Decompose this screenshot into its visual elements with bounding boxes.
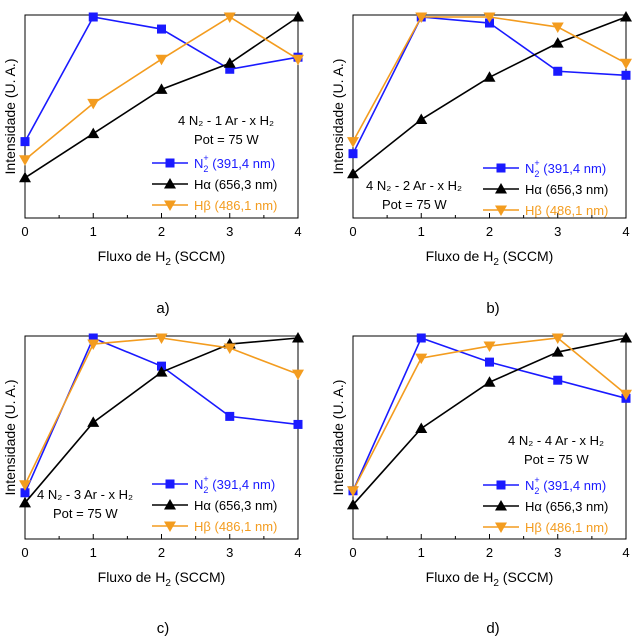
data-point — [620, 11, 632, 22]
power-label: Pot = 75 W — [53, 506, 118, 521]
legend-marker — [166, 159, 175, 168]
data-point — [485, 358, 494, 367]
legend-entry: Hα (656,3 nm) — [194, 498, 278, 513]
condition-label: 4 N₂ - 4 Ar - x H₂ — [508, 433, 605, 448]
legend-entry: $N_2+ (391,4$ nm) — [525, 475, 607, 496]
data-point — [292, 332, 304, 343]
series-h-alpha — [347, 11, 632, 178]
x-axis-label: Fluxo de $H_2$ (SCCM) — [425, 248, 554, 268]
legend — [152, 153, 277, 213]
data-point — [553, 67, 562, 76]
series-line — [25, 338, 298, 485]
x-tick-label: 1 — [417, 545, 425, 560]
y-axis-label: Intensidade (U. A.) — [330, 58, 346, 175]
data-point — [294, 420, 303, 429]
x-tick-label: 1 — [89, 545, 97, 560]
data-point — [347, 168, 359, 179]
x-tick-label: 4 — [294, 224, 302, 239]
y-axis-label: Intensidade (U. A.) — [330, 379, 346, 496]
series-n2-plus — [21, 334, 303, 498]
legend-entry: Hα (656,3 nm) — [194, 177, 278, 192]
x-tick-label: 2 — [485, 224, 494, 239]
series-n2-plus — [349, 13, 631, 159]
chart-panel-c — [2, 332, 304, 637]
data-point — [21, 137, 30, 146]
x-axis-label: Fluxo de $H_2$ (SCCM) — [425, 569, 554, 589]
x-tick-label: 0 — [21, 224, 29, 239]
x-tick-label: 1 — [89, 224, 97, 239]
x-tick-label: 0 — [21, 545, 29, 560]
x-tick-label: 0 — [349, 224, 357, 239]
data-point — [484, 376, 496, 387]
data-point — [349, 149, 358, 158]
x-tick-label: 3 — [554, 545, 562, 560]
data-point — [484, 71, 496, 82]
series-n2-plus — [349, 334, 631, 496]
chart-panel-d — [330, 332, 632, 637]
power-label: Pot = 75 W — [194, 132, 259, 147]
legend-entry: $N_2+ (391,4$ nm) — [525, 158, 607, 179]
data-point — [87, 416, 99, 427]
panel-label: d) — [486, 620, 500, 637]
data-point — [552, 37, 564, 48]
x-tick-label: 3 — [554, 224, 562, 239]
x-tick-label: 2 — [485, 545, 494, 560]
legend-entry: Hα (656,3 nm) — [525, 499, 609, 514]
x-tick-label: 3 — [226, 545, 234, 560]
x-tick-label: 2 — [157, 224, 166, 239]
legend-entry: Hβ (486,1 nm) — [525, 520, 609, 535]
power-label: Pot = 75 W — [524, 452, 589, 467]
condition-label: 4 N₂ - 1 Ar - x H₂ — [178, 113, 275, 128]
series-line — [353, 17, 626, 154]
x-tick-label: 4 — [622, 224, 630, 239]
x-tick-label: 4 — [622, 545, 630, 560]
data-point — [224, 344, 236, 355]
data-point — [157, 25, 166, 34]
data-point — [156, 83, 168, 94]
legend-entry: Hβ (486,1 nm) — [194, 519, 278, 534]
data-point — [292, 11, 304, 22]
x-tick-label: 1 — [417, 224, 425, 239]
data-point — [19, 172, 31, 183]
data-point — [224, 13, 236, 24]
legend-entry: $N_2+ (391,4$ nm) — [194, 153, 276, 174]
legend — [483, 475, 608, 535]
chart-panel-b — [330, 11, 632, 317]
legend-entry: Hβ (486,1 nm) — [194, 198, 278, 213]
legend-entry: Hα (656,3 nm) — [525, 182, 609, 197]
x-axis-label: Fluxo de $H_2$ (SCCM) — [97, 569, 226, 589]
legend-entry: $N_2+ (391,4$ nm) — [194, 474, 276, 495]
series-line — [25, 338, 298, 493]
data-point — [417, 334, 426, 343]
data-point — [415, 114, 427, 125]
data-point — [415, 354, 427, 365]
legend-marker — [166, 480, 175, 489]
data-point — [87, 128, 99, 139]
data-point — [620, 332, 632, 343]
legend — [152, 474, 277, 534]
chart-panel-a — [2, 11, 304, 317]
condition-label: 4 N₂ - 3 Ar - x H₂ — [37, 487, 134, 502]
data-point — [225, 412, 234, 421]
x-axis-label: Fluxo de $H_2$ (SCCM) — [97, 248, 226, 268]
data-point — [89, 13, 98, 22]
data-point — [19, 155, 31, 166]
data-point — [552, 23, 564, 34]
x-tick-label: 0 — [349, 545, 357, 560]
data-point — [415, 422, 427, 433]
data-point — [224, 57, 236, 68]
series-line — [353, 17, 626, 174]
data-point — [620, 59, 632, 70]
panel-label: b) — [486, 300, 500, 317]
series-h-beta — [19, 334, 304, 491]
x-tick-label: 2 — [157, 545, 166, 560]
data-point — [292, 370, 304, 381]
power-label: Pot = 75 W — [382, 197, 447, 212]
legend-entry: Hβ (486,1 nm) — [525, 203, 609, 218]
condition-label: 4 N₂ - 2 Ar - x H₂ — [366, 178, 463, 193]
legend-marker — [497, 481, 506, 490]
x-tick-label: 3 — [226, 224, 234, 239]
legend-marker — [497, 164, 506, 173]
data-point — [622, 71, 631, 80]
panel-label: a) — [156, 300, 170, 317]
data-point — [156, 55, 168, 66]
series-line — [25, 17, 298, 178]
panel-label: c) — [156, 620, 170, 637]
data-point — [553, 376, 562, 385]
legend — [483, 158, 608, 218]
x-tick-label: 4 — [294, 545, 302, 560]
y-axis-label: Intensidade (U. A.) — [2, 58, 18, 175]
y-axis-label: Intensidade (U. A.) — [2, 379, 18, 496]
